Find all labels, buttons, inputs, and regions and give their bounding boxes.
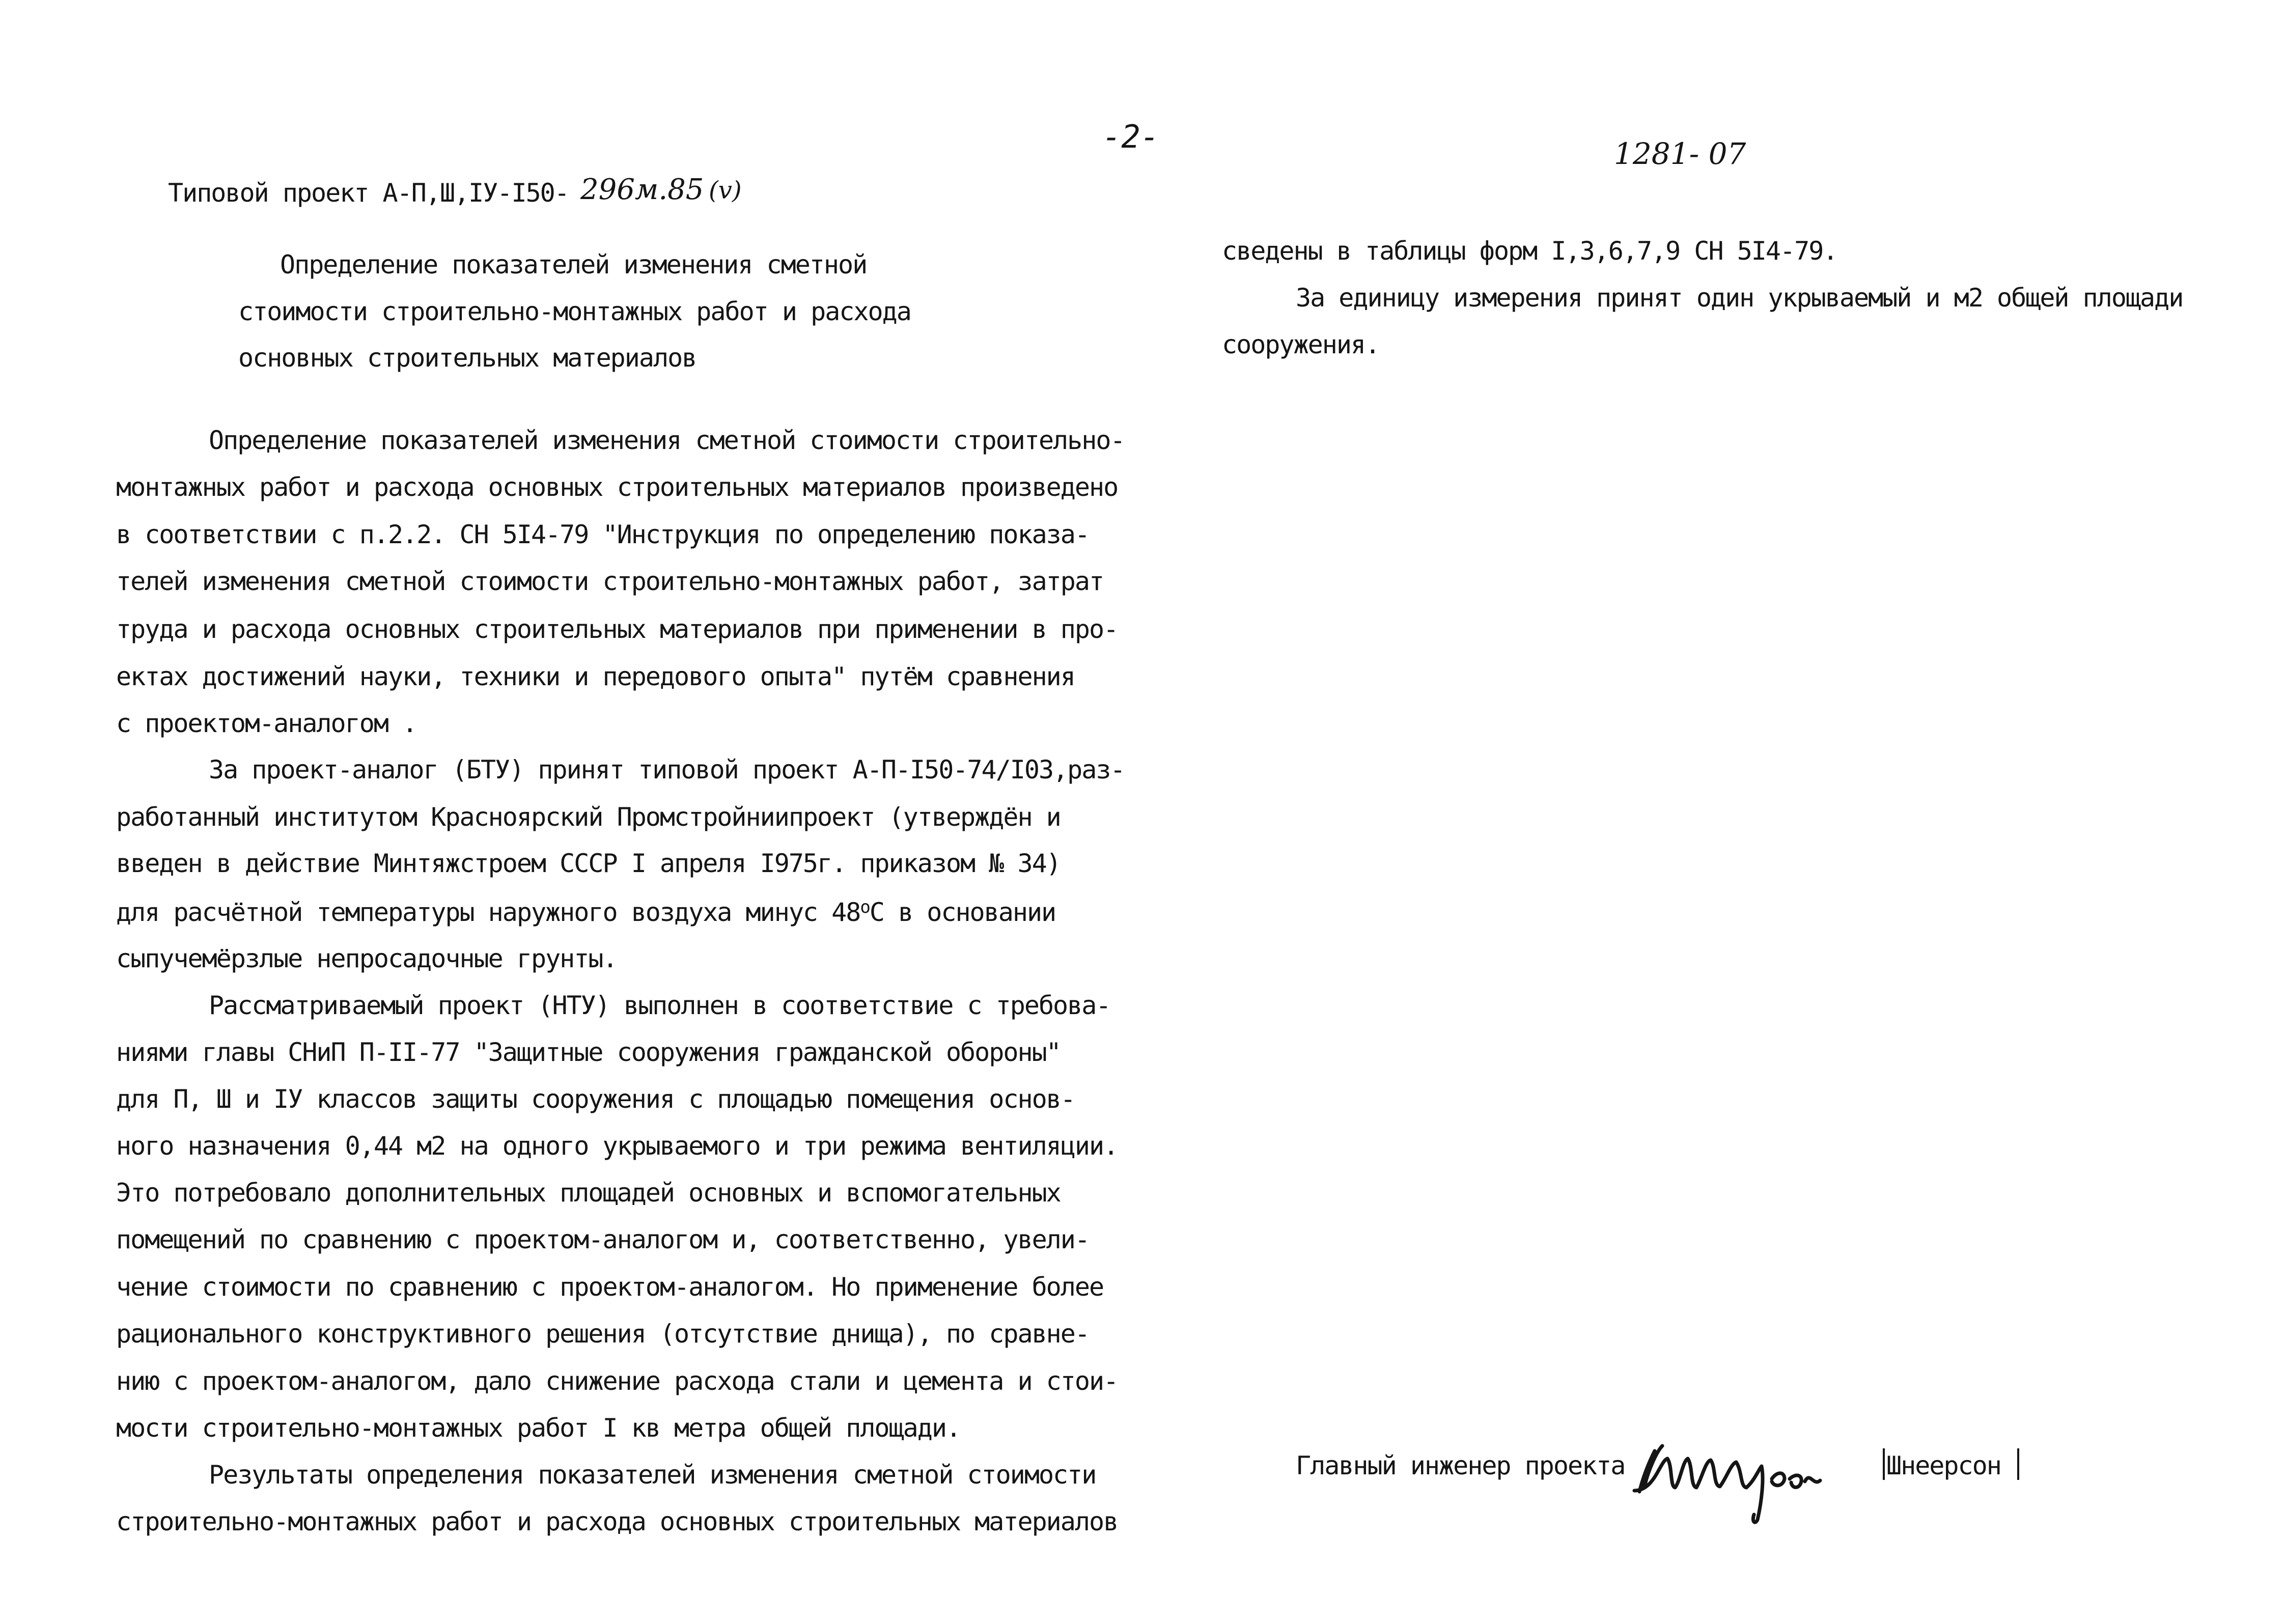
body-line: в соответствии с п.2.2. СН 5I4-79 "Инструкция по определению показа-: [116, 520, 1089, 549]
body-line: сыпучемёрзлые непросадочные грунты.: [116, 944, 617, 973]
body-line: Определение показателей изменения сметной стоимости строительно-: [209, 426, 1125, 455]
body-line: нию с проектом-аналогом, дало снижение расхода стали и цемента и стои-: [116, 1366, 1118, 1396]
right-body-line: сооружения.: [1222, 330, 1380, 359]
body-line: ектах достижений науки, техники и передового опыта" путём сравнения: [116, 662, 1075, 691]
body-line: с проектом-аналогом .: [116, 709, 417, 738]
body-line-suffix: С в основании: [869, 898, 1056, 927]
title-line-2: стоимости строительно-монтажных работ и расхода: [238, 297, 911, 326]
body-line-text: для расчётной температуры наружного воздуха минус 48: [116, 898, 860, 927]
body-line: для П, Ш и IУ классов защиты сооружения с площадью помещения основ-: [116, 1084, 1075, 1114]
project-designation-handwritten: 296м.85: [580, 173, 704, 206]
name-bracket-left: [1883, 1448, 1885, 1480]
body-line: Результаты определения показателей изменения сметной стоимости: [209, 1460, 1096, 1490]
body-line-temperature: [116, 899, 1055, 925]
body-line: ного назначения 0,44 м2 на одного укрываемого и три режима вентиляции.: [116, 1131, 1118, 1161]
body-line: ниями главы СНиП П-II-77 "Защитные сооружения гражданской обороны": [116, 1038, 1061, 1067]
body-line: строительно-монтажных работ и расхода основных строительных материалов: [116, 1507, 1118, 1536]
project-designation-label: Типовой проект А-П,Ш,IУ-I50-: [168, 178, 569, 208]
body-line: За проект-аналог (БТУ) принят типовой проект А-П-I50-74/I03,раз-: [209, 755, 1125, 785]
body-line: работанный институтом Красноярский Промстройниипроект (утверждён и: [116, 802, 1061, 832]
page-number: -2-: [1102, 118, 1159, 155]
title-line-1: Определение показателей изменения сметной: [280, 250, 867, 279]
body-line: чение стоимости по сравнению с проектом-аналогом. Но применение более: [116, 1272, 1104, 1302]
body-line: монтажных работ и расхода основных строительных материалов произведено: [116, 472, 1118, 502]
right-body-line: сведены в таблицы форм I,3,6,7,9 СН 5I4-79.: [1222, 236, 1837, 266]
project-mark: (v): [709, 176, 742, 205]
signature-handwritten: [1624, 1431, 1828, 1527]
body-line: труда и расхода основных строительных материалов при применении в про-: [116, 614, 1118, 644]
document-code: 1281- 07: [1614, 136, 1746, 171]
right-body-line: За единицу измерения принят один укрываемый и м2 общей площади: [1296, 283, 2183, 313]
body-line: Это потребовало дополнительных площадей основных и вспомогательных: [116, 1178, 1061, 1208]
degree-mark: о: [860, 897, 870, 917]
body-line: введен в действие Минтяжстроем СССР I апреля I975г. приказом № 34): [116, 849, 1061, 878]
body-line: телей изменения сметной стоимости строительно-монтажных работ, затрат: [116, 567, 1104, 596]
body-line: помещений по сравнению с проектом-аналогом и, соответственно, увели-: [116, 1225, 1089, 1254]
body-line: Рассматриваемый проект (НТУ) выполнен в соответствие с требова-: [209, 991, 1110, 1020]
name-bracket-right: [2017, 1448, 2019, 1480]
signature-label: Главный инженер проекта: [1296, 1451, 1625, 1480]
title-line-3: основных строительных материалов: [238, 343, 696, 373]
signature-name: Шнеерсон: [1886, 1451, 2001, 1480]
body-line: рационального конструктивного решения (отсутствие днища), по сравне-: [116, 1319, 1089, 1349]
body-line: мости строительно-монтажных работ I кв метра общей площади.: [116, 1413, 961, 1443]
